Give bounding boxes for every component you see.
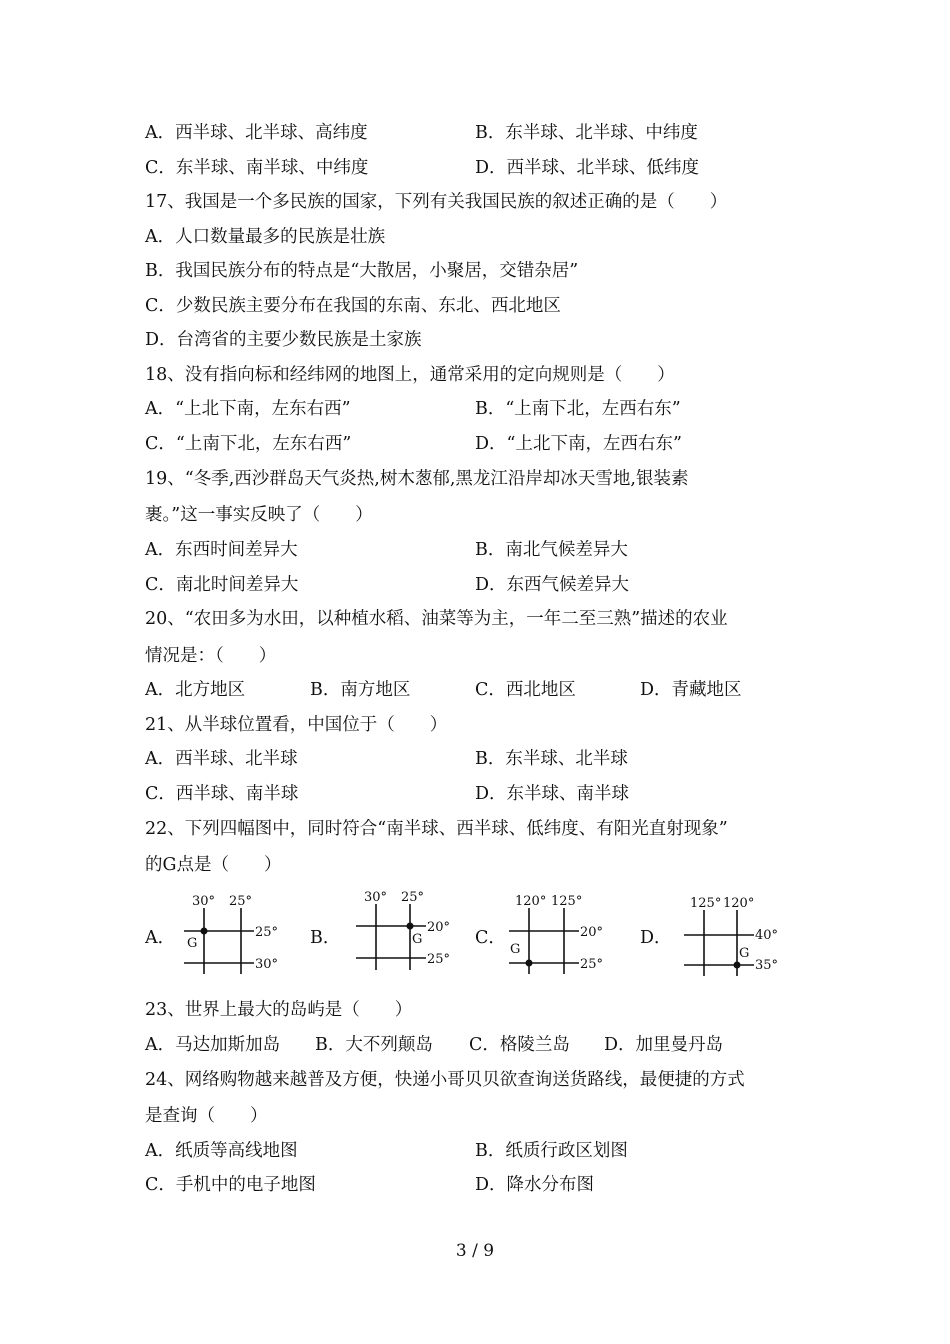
q23-stem: 23、世界上最大的岛屿是（ ） — [145, 1000, 413, 1020]
q19-option-c: C．南北时间差异大 — [145, 575, 299, 595]
q24-option-b: B．纸质行政区划图 — [475, 1141, 628, 1161]
fig-a-point-marker — [201, 928, 208, 935]
fig-a-top-right: 25° — [229, 894, 253, 909]
q24-stem-line2: 是查询（ ） — [145, 1106, 268, 1126]
fig-c-top-left: 120° — [515, 894, 547, 909]
q17-option-b: B．我国民族分布的特点是“大散居，小聚居，交错杂居” — [145, 261, 579, 281]
q16-option-b: B．东半球、北半球、中纬度 — [475, 123, 698, 143]
q19-stem-line1: 19、“冬季,西沙群岛天气炎热,树木葱郁,黑龙江沿岸却冰天雪地,银装素 — [145, 469, 689, 489]
q21-option-d: D．东半球、南半球 — [475, 784, 630, 804]
q19-stem-line2: 裹。”这一事实反映了（ ） — [145, 505, 373, 525]
q22-figure-c — [505, 892, 620, 976]
q22-stem-line1: 22、下列四幅图中，同时符合“南半球、西半球、低纬度、有阳光直射现象” — [145, 819, 728, 839]
fig-d-point-label: G — [739, 946, 750, 961]
q21-stem: 21、从半球位置看，中国位于（ ） — [145, 715, 448, 735]
fig-b-point-marker — [407, 923, 414, 930]
q20-option-d: D．青藏地区 — [640, 680, 742, 700]
q24-option-a: A．纸质等高线地图 — [145, 1141, 298, 1161]
q22-figure-b — [350, 888, 460, 972]
q23-option-c: C．格陵兰岛 — [469, 1035, 570, 1055]
fig-d-right-bottom: 35° — [755, 958, 779, 973]
fig-b-top-left: 30° — [364, 890, 388, 905]
fig-b-point-label: G — [412, 932, 423, 947]
fig-c-point-label: G — [510, 942, 521, 957]
q22-figure-d — [680, 894, 795, 978]
fig-a-right-bottom: 30° — [255, 957, 279, 972]
q22-option-a-label: A． — [145, 928, 176, 948]
q18-option-d: D．“上北下南，左西右东” — [475, 434, 682, 454]
fig-d-point-marker — [734, 962, 741, 969]
fig-b-right-bottom: 25° — [427, 952, 451, 967]
fig-a-right-top: 25° — [255, 925, 279, 940]
page-number: 3 / 9 — [455, 1241, 495, 1261]
q22-figure-a — [178, 892, 288, 976]
q17-option-a: A．人口数量最多的民族是壮族 — [145, 227, 386, 247]
q17-stem: 17、我国是一个多民族的国家，下列有关我国民族的叙述正确的是（ ） — [145, 192, 728, 212]
q24-option-c: C．手机中的电子地图 — [145, 1175, 316, 1195]
q21-option-b: B．东半球、北半球 — [475, 749, 628, 769]
q20-option-c: C．西北地区 — [475, 680, 576, 700]
q21-option-a: A．西半球、北半球 — [145, 749, 298, 769]
fig-b-top-right: 25° — [401, 890, 425, 905]
q20-option-a: A．北方地区 — [145, 680, 246, 700]
q20-option-b: B．南方地区 — [310, 680, 411, 700]
q17-option-c: C．少数民族主要分布在我国的东南、东北、西北地区 — [145, 296, 561, 316]
q22-option-c-label: C． — [475, 928, 506, 948]
q18-stem: 18、没有指向标和经纬网的地图上，通常采用的定向规则是（ ） — [145, 365, 675, 385]
fig-c-right-bottom: 25° — [580, 957, 604, 972]
q20-stem-line1: 20、“农田多为水田，以种植水稻、油菜等为主，一年二至三熟”描述的农业 — [145, 609, 728, 629]
fig-d-top-right: 120° — [723, 896, 755, 911]
q18-option-b: B．“上南下北，左西右东” — [475, 399, 681, 419]
fig-c-right-top: 20° — [580, 925, 604, 940]
q18-option-a: A．“上北下南，左东右西” — [145, 399, 351, 419]
fig-d-top-left: 125° — [690, 896, 722, 911]
q16-option-c: C．东半球、南半球、中纬度 — [145, 158, 369, 178]
fig-a-point-label: G — [187, 936, 198, 951]
q17-option-d: D．台湾省的主要少数民族是土家族 — [145, 330, 422, 350]
fig-b-right-top: 20° — [427, 920, 451, 935]
q23-option-b: B．大不列颠岛 — [315, 1035, 433, 1055]
fig-a-top-left: 30° — [192, 894, 216, 909]
q16-option-d: D．西半球、北半球、低纬度 — [475, 158, 700, 178]
fig-c-top-right: 125° — [551, 894, 583, 909]
q23-option-a: A．马达加斯加岛 — [145, 1035, 281, 1055]
q19-option-d: D．东西气候差异大 — [475, 575, 630, 595]
fig-d-right-top: 40° — [755, 928, 779, 943]
q18-option-c: C．“上南下北，左东右西” — [145, 434, 352, 454]
q24-option-d: D．降水分布图 — [475, 1175, 595, 1195]
q16-option-a: A．西半球、北半球、高纬度 — [145, 123, 368, 143]
q22-option-d-label: D． — [640, 928, 672, 948]
q23-option-d: D．加里曼丹岛 — [604, 1035, 724, 1055]
q24-stem-line1: 24、网络购物越来越普及方便，快递小哥贝贝欲查询送货路线，最便捷的方式 — [145, 1070, 745, 1090]
q19-option-a: A．东西时间差异大 — [145, 540, 298, 560]
q22-stem-line2: 的G点是（ ） — [145, 855, 282, 875]
q22-option-b-label: B． — [310, 928, 341, 948]
q20-stem-line2: 情况是：（ ） — [145, 646, 277, 666]
fig-c-point-marker — [526, 960, 533, 967]
q19-option-b: B．南北气候差异大 — [475, 540, 628, 560]
q21-option-c: C．西半球、南半球 — [145, 784, 299, 804]
